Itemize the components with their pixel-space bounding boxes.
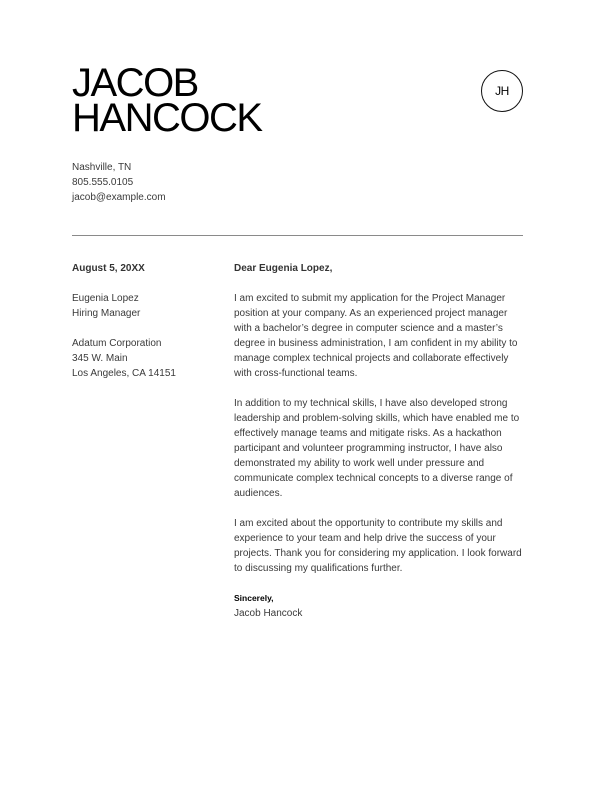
- sender-last-name: HANCOCK: [72, 96, 262, 140]
- recipient-title: Hiring Manager: [72, 308, 141, 319]
- contact-phone: 805.555.0105: [72, 177, 134, 188]
- recipient-street: 345 W. Main: [72, 353, 128, 364]
- letter-date: August 5, 20XX: [72, 263, 145, 274]
- letter-body: [234, 261, 526, 621]
- contact-info: [72, 160, 166, 205]
- recipient-city: Los Angeles, CA 14151: [72, 368, 176, 379]
- contact-location: Nashville, TN: [72, 162, 132, 173]
- monogram-initials: JH: [495, 84, 509, 98]
- letter-signature: Jacob Hancock: [234, 608, 303, 619]
- monogram-badge: [481, 70, 523, 112]
- recipient-column: [72, 261, 222, 396]
- letter-paragraph: In addition to my technical skills, I have also developed strong leadership and problem-solving skills, which have enabled me to effectively manage teams and mitigate risks. As a hackathon participant and volunteer programming instructor, I have also demonstrated my ability to work well under pressure and communicate complex technical concepts to a diverse range of audiences.: [234, 398, 520, 499]
- sender-name: [72, 61, 262, 140]
- recipient-name: Eugenia Lopez: [72, 293, 139, 304]
- letter-paragraph: I am excited to submit my application for the Project Manager position at your company. As an experienced project manager with a bachelor’s degree in computer science and a master’s degree in business administration, I am confident in my ability to manage complex technical projects and collaborate effectively with cross-functional teams.: [234, 293, 518, 379]
- divider: [72, 235, 523, 236]
- recipient-contact: [72, 291, 222, 321]
- recipient-address: [72, 336, 222, 381]
- recipient-company: Adatum Corporation: [72, 338, 162, 349]
- letter-closing: Sincerely,: [234, 593, 274, 603]
- letter-paragraph: I am excited about the opportunity to contribute my skills and experience to your team and help drive the success of your projects. Thank you for considering my application. I look forward to discussing my qualifications further.: [234, 518, 522, 574]
- contact-email: jacob@example.com: [72, 192, 166, 203]
- letter-greeting: Dear Eugenia Lopez,: [234, 263, 333, 274]
- sender-first-name: JACOB: [72, 61, 198, 105]
